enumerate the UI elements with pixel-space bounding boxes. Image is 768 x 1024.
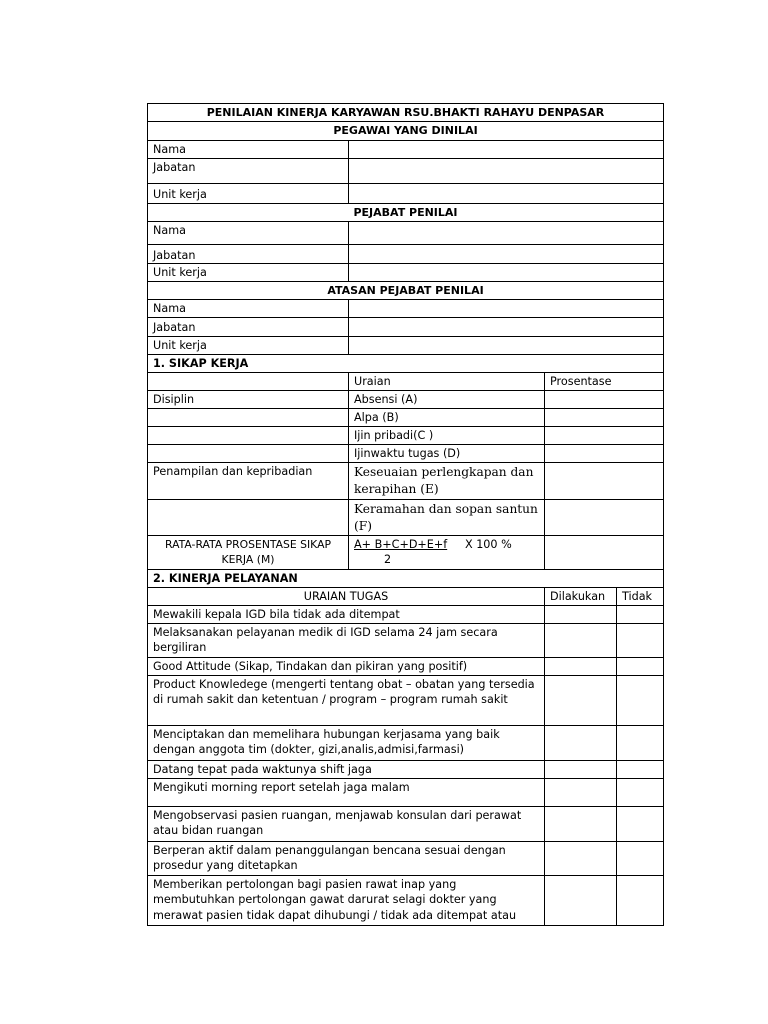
- evaluation-table: [147, 103, 664, 926]
- tidak-checkbox[interactable]: [617, 841, 664, 875]
- task-item: Datang tepat pada waktunya shift jaga: [148, 760, 545, 778]
- field-label-nama: Nama: [148, 141, 349, 159]
- dilakukan-checkbox[interactable]: [545, 806, 617, 841]
- formula-multiplier: X 100 %: [464, 537, 512, 551]
- ijin-percent-input[interactable]: [545, 426, 664, 444]
- item-alpa: Alpa (B): [349, 408, 545, 426]
- task-item: Mewakili kepala IGD bila tidak ada ditempat: [148, 605, 545, 623]
- empty-cell: [148, 372, 349, 390]
- alpa-percent-input[interactable]: [545, 408, 664, 426]
- empty-cell: [148, 499, 349, 535]
- label-disiplin: Disiplin: [148, 390, 349, 408]
- task-item: Berperan aktif dalam penanggulangan bencana sesuai dengan prosedur yang ditetapkan: [148, 841, 545, 875]
- col-header-tidak: Tidak: [617, 587, 664, 605]
- pegawai-unit-input[interactable]: [349, 184, 664, 204]
- dilakukan-checkbox[interactable]: [545, 657, 617, 675]
- task-item: Menciptakan dan memelihara hubungan kerjasama yang baik dengan anggota tim (dokter, gizi,analis,admisi,farmasi): [148, 725, 545, 760]
- atasan-nama-input[interactable]: [349, 300, 664, 318]
- dilakukan-checkbox[interactable]: [545, 605, 617, 623]
- item-kesesuaian: Keseuaian perlengkapan dan kerapihan (E): [349, 462, 545, 499]
- pegawai-nama-input[interactable]: [349, 141, 664, 159]
- dilakukan-checkbox[interactable]: [545, 760, 617, 778]
- tidak-checkbox[interactable]: [617, 760, 664, 778]
- tidak-checkbox[interactable]: [617, 806, 664, 841]
- tidak-checkbox[interactable]: [617, 875, 664, 925]
- section-atasan: ATASAN PEJABAT PENILAI: [148, 282, 664, 300]
- field-label-jabatan: Jabatan: [148, 244, 349, 264]
- form-title: PENILAIAN KINERJA KARYAWAN RSU.BHAKTI RAHAYU DENPASAR: [148, 104, 664, 122]
- tidak-checkbox[interactable]: [617, 657, 664, 675]
- section-kinerja-pelayanan: 2. KINERJA PELAYANAN: [148, 569, 664, 587]
- atasan-unit-input[interactable]: [349, 336, 664, 354]
- dilakukan-checkbox[interactable]: [545, 675, 617, 725]
- field-label-unit: Unit kerja: [148, 264, 349, 282]
- empty-cell: [148, 426, 349, 444]
- field-label-unit: Unit kerja: [148, 336, 349, 354]
- formula: [349, 535, 545, 569]
- task-item: Product Knowledege (mengerti tentang obat – obatan yang tersedia di rumah sakit dan ketentuan / program – program rumah sakit: [148, 675, 545, 725]
- col-header-prosentase: Prosentase: [545, 372, 664, 390]
- item-ijin-pribadi: Ijin pribadi(C ): [349, 426, 545, 444]
- pegawai-jabatan-input[interactable]: [349, 159, 664, 184]
- item-keramahan: Keramahan dan sopan santun (F): [349, 499, 545, 535]
- field-label-jabatan: Jabatan: [148, 159, 349, 184]
- field-label-jabatan: Jabatan: [148, 318, 349, 337]
- section-pejabat: PEJABAT PENILAI: [148, 203, 664, 221]
- empty-cell: [148, 444, 349, 462]
- keramahan-percent-input[interactable]: [545, 499, 664, 535]
- dilakukan-checkbox[interactable]: [545, 725, 617, 760]
- rata-rata-result-input[interactable]: [545, 535, 664, 569]
- label-rata-rata: RATA-RATA PROSENTASE SIKAP KERJA (M): [148, 535, 349, 569]
- label-penampilan: Penampilan dan kepribadian: [148, 462, 349, 499]
- item-ijinwaktu: Ijinwaktu tugas (D): [349, 444, 545, 462]
- tidak-checkbox[interactable]: [617, 675, 664, 725]
- pejabat-nama-input[interactable]: [349, 221, 664, 244]
- col-header-uraian: Uraian: [349, 372, 545, 390]
- formula-denominator: 2: [384, 553, 392, 566]
- dilakukan-checkbox[interactable]: [545, 875, 617, 925]
- task-item: Melaksanakan pelayanan medik di IGD selama 24 jam secara bergiliran: [148, 623, 545, 657]
- tidak-checkbox[interactable]: [617, 725, 664, 760]
- formula-numerator: A+ B+C+D+E+f: [354, 537, 448, 551]
- task-item: Mengikuti morning report setelah jaga malam: [148, 778, 545, 806]
- ijinwaktu-percent-input[interactable]: [545, 444, 664, 462]
- tidak-checkbox[interactable]: [617, 623, 664, 657]
- evaluation-form: [147, 103, 663, 926]
- task-item: Mengobservasi pasien ruangan, menjawab konsulan dari perawat atau bidan ruangan: [148, 806, 545, 841]
- tidak-checkbox[interactable]: [617, 778, 664, 806]
- col-header-dilakukan: Dilakukan: [545, 587, 617, 605]
- atasan-jabatan-input[interactable]: [349, 318, 664, 337]
- task-item: Memberikan pertolongan bagi pasien rawat inap yang membutuhkan pertolongan gawat darurat selagi dokter yang merawat pasien tidak dapat dihubungi / tidak ada ditempat atau: [148, 875, 545, 925]
- task-item: Good Attitude (Sikap, Tindakan dan pikiran yang positif): [148, 657, 545, 675]
- field-label-nama: Nama: [148, 300, 349, 318]
- section-sikap-kerja: 1. SIKAP KERJA: [148, 354, 664, 372]
- pejabat-jabatan-input[interactable]: [349, 244, 664, 264]
- dilakukan-checkbox[interactable]: [545, 778, 617, 806]
- kesesuaian-percent-input[interactable]: [545, 462, 664, 499]
- pejabat-unit-input[interactable]: [349, 264, 664, 282]
- section-pegawai: PEGAWAI YANG DINILAI: [148, 122, 664, 141]
- field-label-unit: Unit kerja: [148, 184, 349, 204]
- empty-cell: [148, 408, 349, 426]
- dilakukan-checkbox[interactable]: [545, 841, 617, 875]
- absensi-percent-input[interactable]: [545, 390, 664, 408]
- tidak-checkbox[interactable]: [617, 605, 664, 623]
- item-absensi: Absensi (A): [349, 390, 545, 408]
- dilakukan-checkbox[interactable]: [545, 623, 617, 657]
- col-header-uraian-tugas: URAIAN TUGAS: [148, 587, 545, 605]
- field-label-nama: Nama: [148, 221, 349, 244]
